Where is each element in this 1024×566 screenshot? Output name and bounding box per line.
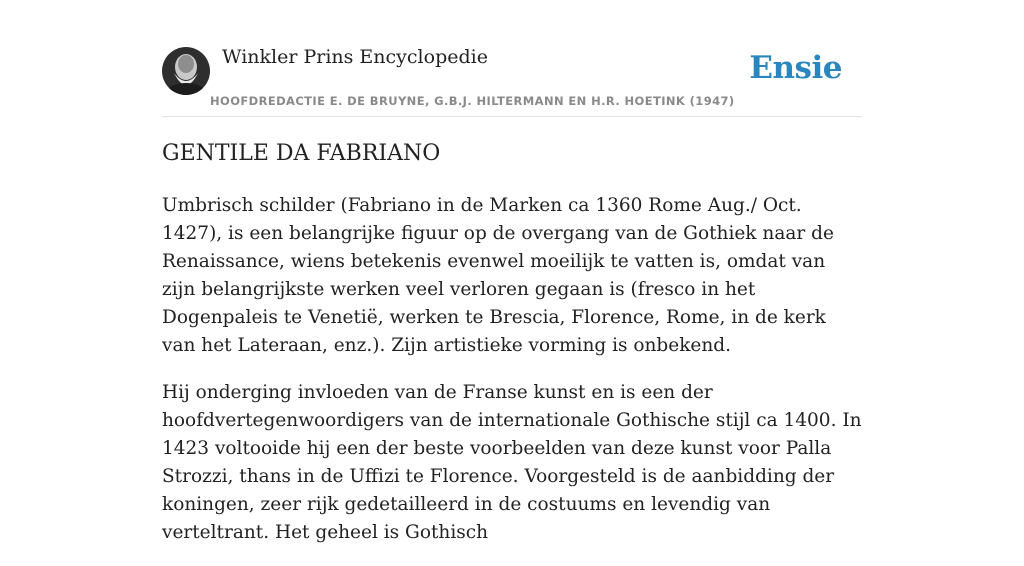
editors-credit: HOOFDREDACTIE E. DE BRUYNE, G.B.J. HILTERMANN EN H.R. HOETINK (1947) xyxy=(210,94,735,108)
portrait-icon xyxy=(162,47,210,95)
article-title: GENTILE DA FABRIANO xyxy=(162,141,441,166)
site-title[interactable]: Winkler Prins Encyclopedie xyxy=(222,46,488,68)
article-body xyxy=(162,192,862,566)
site-header xyxy=(162,0,862,117)
ensie-logo[interactable]: Ensie xyxy=(749,50,842,86)
article-paragraph: Hij onderging invloeden van de Franse kunst en is een der hoofdvertegenwoordigers van de internationale Gothische stijl ca 1400. In 1423 voltooide hij een der beste voorbeelden van deze kunst voor Palla Strozzi, thans in de Uffizi te Florence. Voorgesteld is de aanbidding der koningen, zeer rijk gedetailleerd in de costuums en levendig van verteltrant. Het geheel is Gothisch xyxy=(162,382,862,543)
article-paragraph: Umbrisch schilder (Fabriano in de Marken ca 1360 Rome Aug./ Oct. 1427), is een belangrijke figuur op de overgang van de Gothiek naar de Renaissance, wiens betekenis evenwel moeilijk te vatten is, omdat van zijn belangrijkste werken veel verloren gegaan is (fresco in het Dogenpaleis te Venetië, werken te Brescia, Florence, Rome, in de kerk van het Lateraan, enz.). Zijn artistieke vorming is onbekend. xyxy=(162,195,834,356)
page xyxy=(162,0,862,543)
editor-portrait-avatar xyxy=(162,47,210,95)
